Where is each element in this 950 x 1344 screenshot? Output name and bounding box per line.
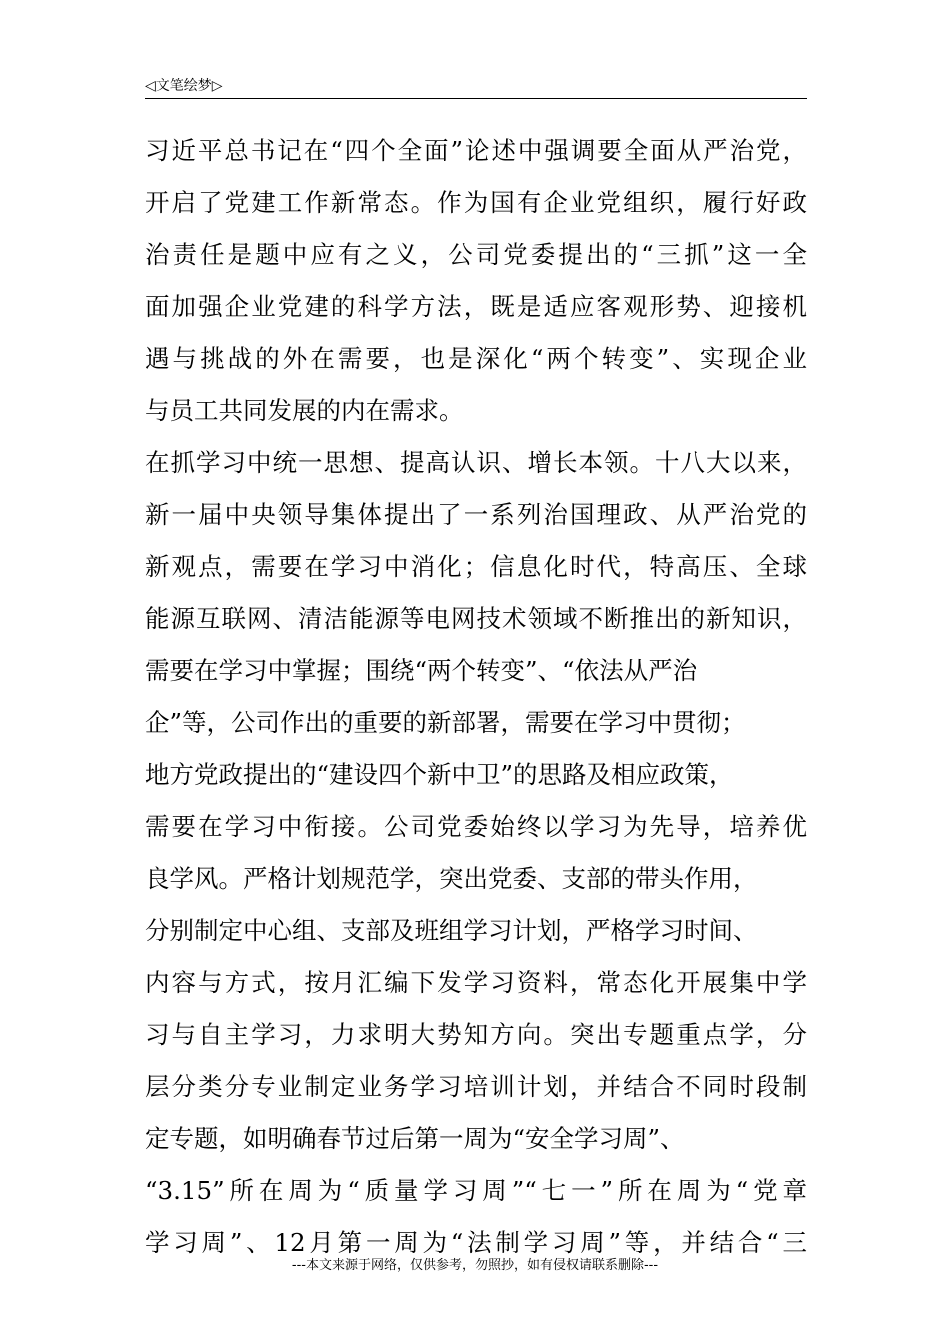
body-line: 新观点，需要在学习中消化；信息化时代，特高压、全球 <box>145 552 807 581</box>
body-line: 定专题，如明确春节过后第一周为“安全学习周”、 <box>145 1124 685 1153</box>
body-line: 内容与方式，按月汇编下发学习资料，常态化开展集中学 <box>145 968 807 997</box>
header-divider <box>145 98 807 99</box>
body-line: 习近平总书记在“四个全面”论述中强调要全面从严治党， <box>145 136 807 165</box>
body-line: 分别制定中心组、支部及班组学习计划，严格学习时间、 <box>145 916 758 945</box>
body-line: 学习周”、12月第一周为“法制学习周”等，并结合“三 <box>145 1228 807 1257</box>
right-triangle-icon: ▷ <box>211 78 223 94</box>
document-body <box>145 125 807 1269</box>
body-line: 面加强企业党建的科学方法，既是适应客观形势、迎接机 <box>145 292 807 321</box>
footer-disclaimer: ---本文来源于网络，仅供参考，勿照抄，如有侵权请联系删除--- <box>291 1258 659 1273</box>
body-line: 地方党政提出的“建设四个新中卫”的思路及相应政策， <box>145 760 734 789</box>
page-header <box>145 74 805 98</box>
body-line: “3.15”所在周为“质量学习周”“七一”所在周为“党章 <box>145 1176 807 1205</box>
body-line: 习与自主学习，力求明大势知方向。突出专题重点学，分 <box>145 1020 807 1049</box>
body-line: 需要在学习中衔接。公司党委始终以学习为先导，培养优 <box>145 812 807 841</box>
body-line: 治责任是题中应有之义，公司党委提出的“三抓”这一全 <box>145 240 807 269</box>
body-line: 开启了党建工作新常态。作为国有企业党组织，履行好政 <box>145 188 807 217</box>
body-line: 良学风。严格计划规范学，突出党委、支部的带头作用， <box>145 864 758 893</box>
body-line: 需要在学习中掌握；围绕“两个转变”、“依法从严治 <box>145 656 698 685</box>
header-title: 文笔绘梦 <box>155 78 212 94</box>
body-line: 与员工共同发展的内在需求。 <box>145 396 464 425</box>
left-triangle-icon: ◁ <box>145 78 156 94</box>
body-line: 层分类分专业制定业务学习培训计划，并结合不同时段制 <box>145 1072 807 1101</box>
body-line: 企”等，公司作出的重要的新部署，需要在学习中贯彻； <box>145 708 746 737</box>
body-line: 能源互联网、清洁能源等电网技术领域不断推出的新知识， <box>145 604 807 633</box>
body-line: 新一届中央领导集体提出了一系列治国理政、从严治党的 <box>145 500 807 529</box>
body-line: 遇与挑战的外在需要，也是深化“两个转变”、实现企业 <box>145 344 807 373</box>
body-line: 在抓学习中统一思想、提高认识、增长本领。十八大以来， <box>145 448 807 477</box>
